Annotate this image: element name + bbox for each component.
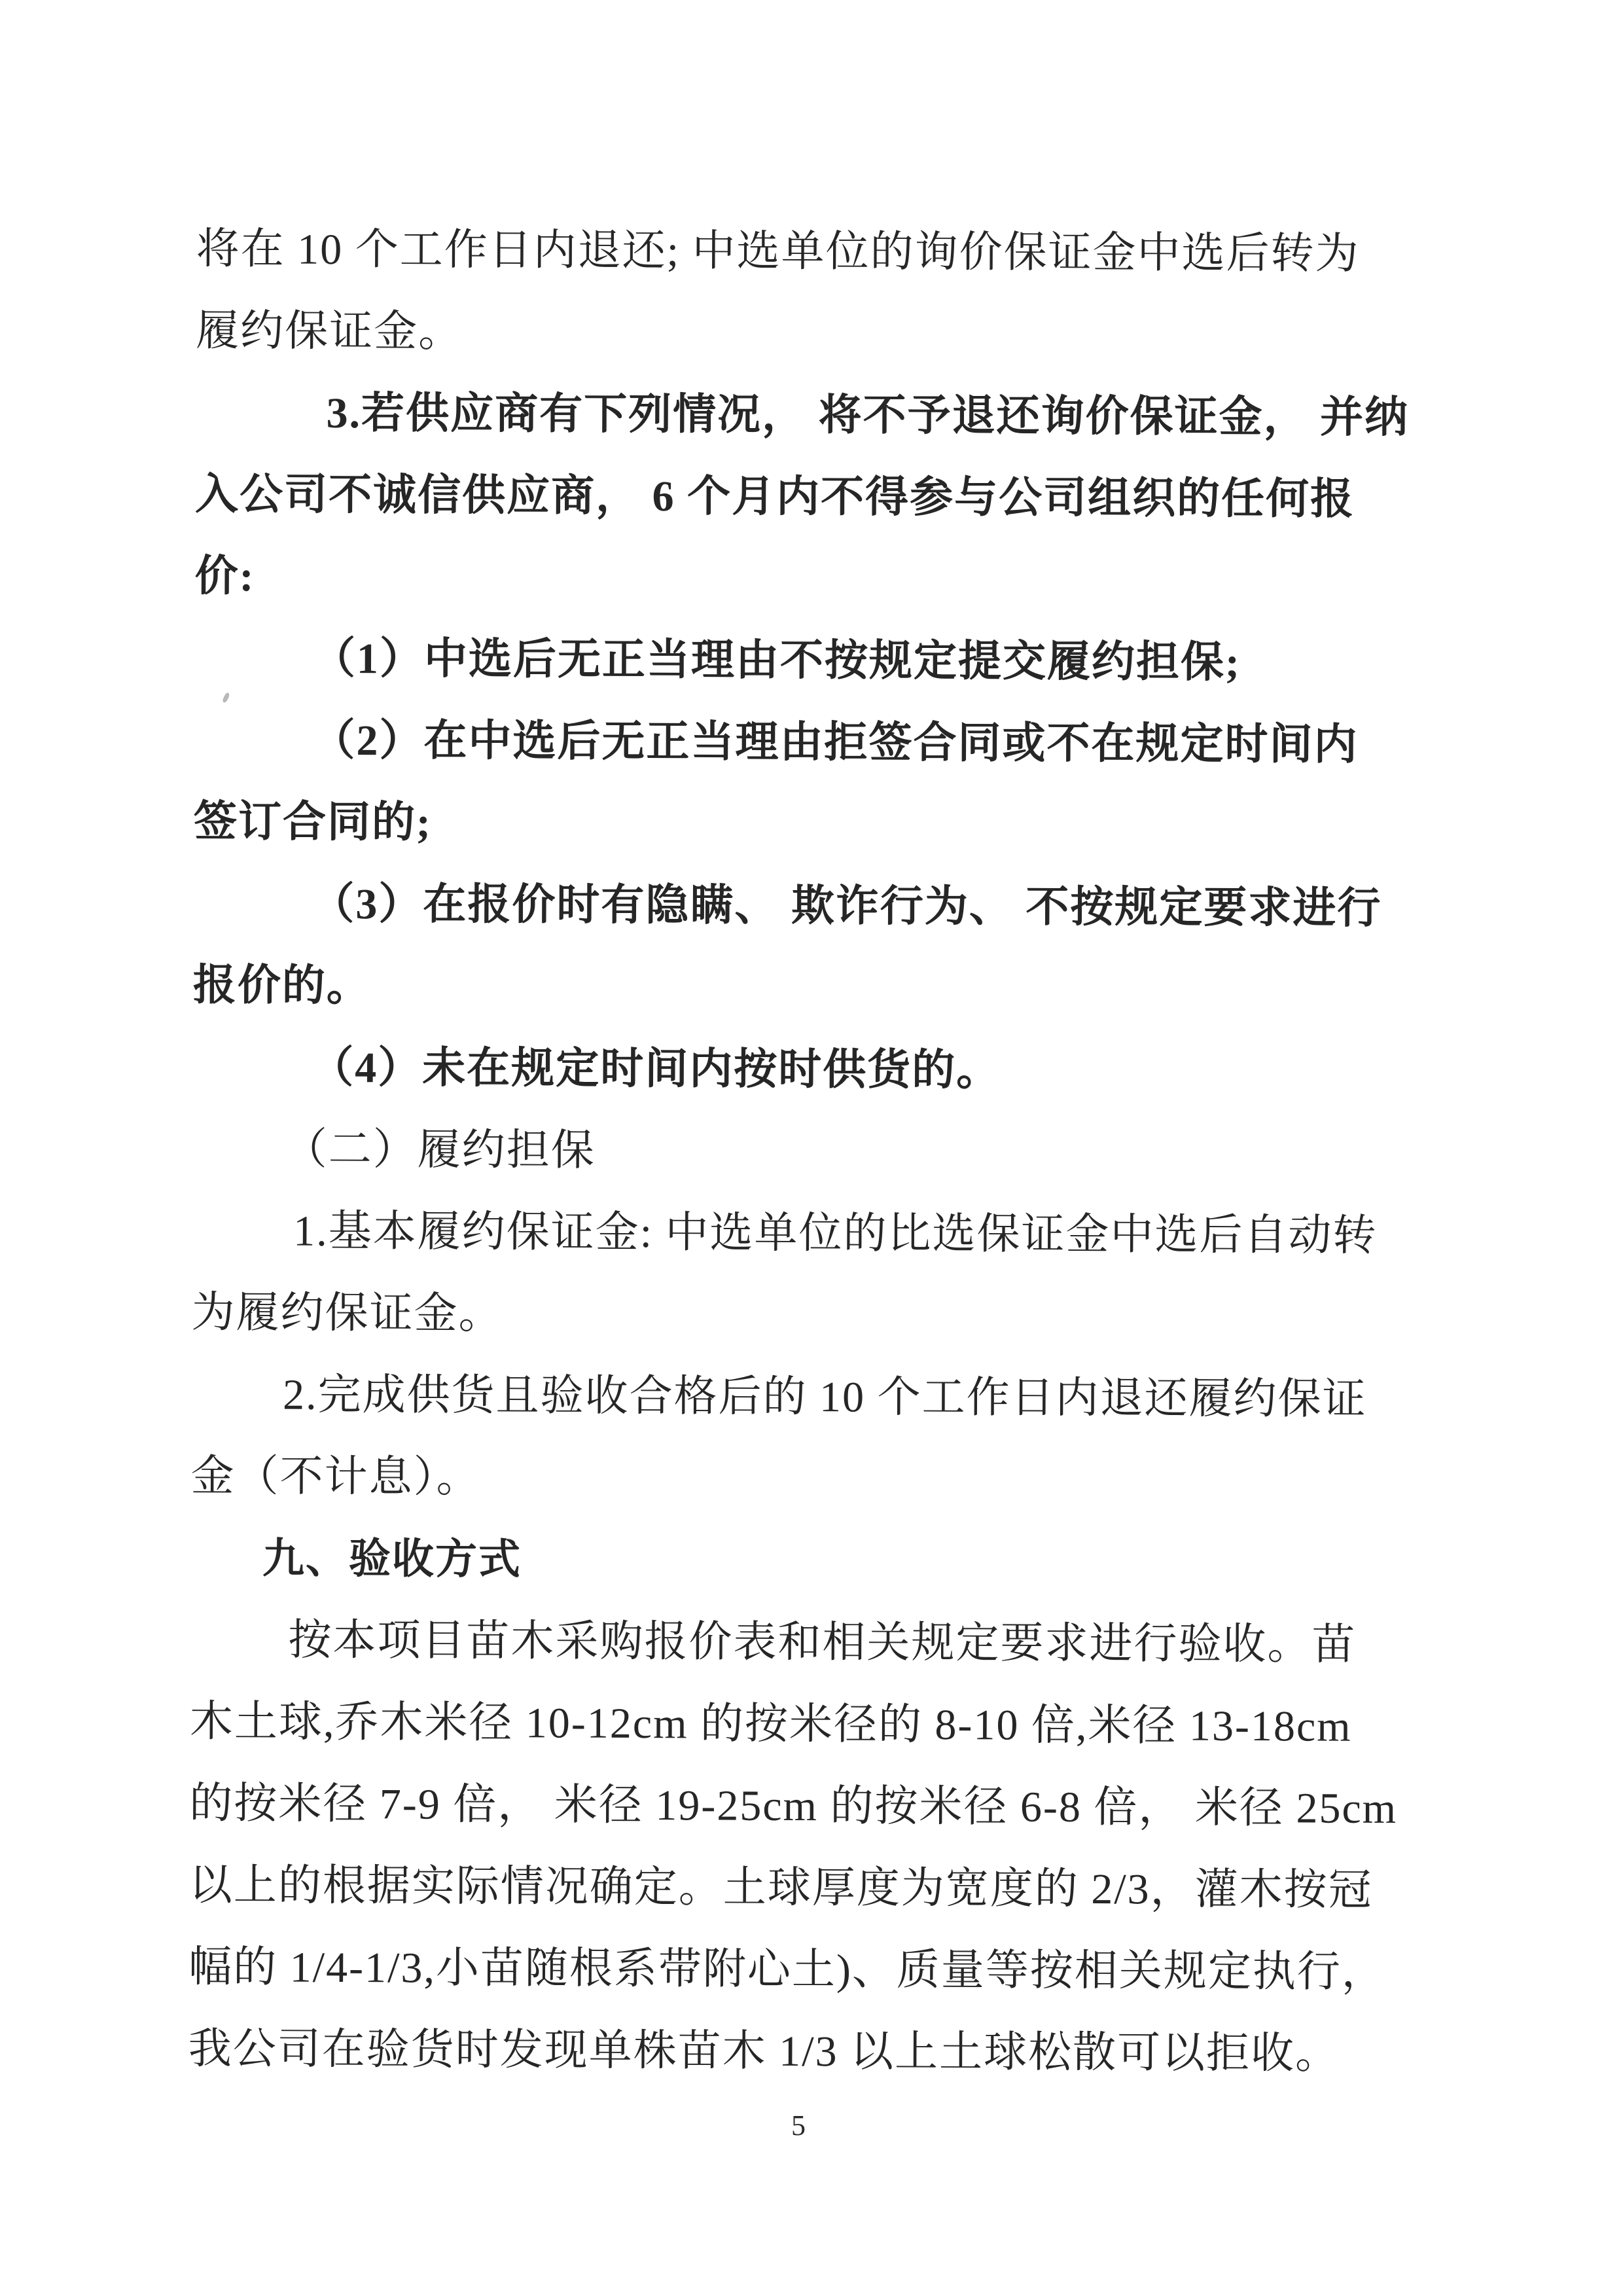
text-line: 将在 10 个工作日内退还; 中选单位的询价保证金中选后转为 [196, 224, 1360, 278]
text-line: （3）在报价时有隐瞒、 欺诈行为、 不按规定要求进行 [311, 880, 1382, 933]
text-line: 为履约保证金。 [191, 1288, 503, 1338]
text-line: 木土球,乔木米径 10-12cm 的按米径的 8-10 倍,米径 13-18cm [189, 1697, 1352, 1751]
document-body [188, 208, 1414, 2095]
page-number: 5 [791, 2109, 806, 2142]
text-line: 按本项目苗木采购报价表和相关规定要求进行验收。苗 [288, 1616, 1357, 1669]
text-line: 履约保证金。 [196, 306, 463, 356]
text-line: 我公司在验货时发现单株苗木 1/3 以上土球松散可以拒收。 [188, 2024, 1340, 2078]
text-line: （4）未在规定时间内按时供货的。 [310, 1043, 1001, 1095]
text-line: 的按米径 7-9 倍， 米径 19-25cm 的按米径 6-8 倍， 米径 25cm [189, 1779, 1398, 1833]
text-line: 2.完成供货且验收合格后的 10 个工作日内退还履约保证 [282, 1371, 1367, 1424]
section-heading: 九、验收方式 [262, 1534, 522, 1583]
text-line: 幅的 1/4-1/3,小苗随根系带附心土)、质量等按相关规定执行， [188, 1943, 1387, 1996]
text-line: 1.基本履约保证金: 中选单位的比选保证金中选后自动转 [293, 1207, 1378, 1260]
text-line: 签订合同的; [193, 797, 433, 847]
text-line: 3.若供应商有下列情况， 将不予退还询价保证金， 并纳 [326, 389, 1410, 442]
text-line: 金（不计息）。 [190, 1452, 481, 1501]
text-line: （二）履约担保 [283, 1125, 596, 1175]
text-line: 报价的。 [192, 961, 371, 1011]
text-line: 以上的根据实际情况确定。土球厚度为宽度的 2/3，灌木按冠 [188, 1861, 1373, 1914]
text-line: 入公司不诚信供应商， 6 个月内不得参与公司组织的任何报 [194, 470, 1355, 524]
text-line: （2）在中选后无正当理由拒签合同或不在规定时间内 [312, 716, 1359, 769]
text-line: （1）中选后无正当理由不按规定提交履约担保; [312, 634, 1241, 687]
text-line: 价: [194, 552, 255, 601]
